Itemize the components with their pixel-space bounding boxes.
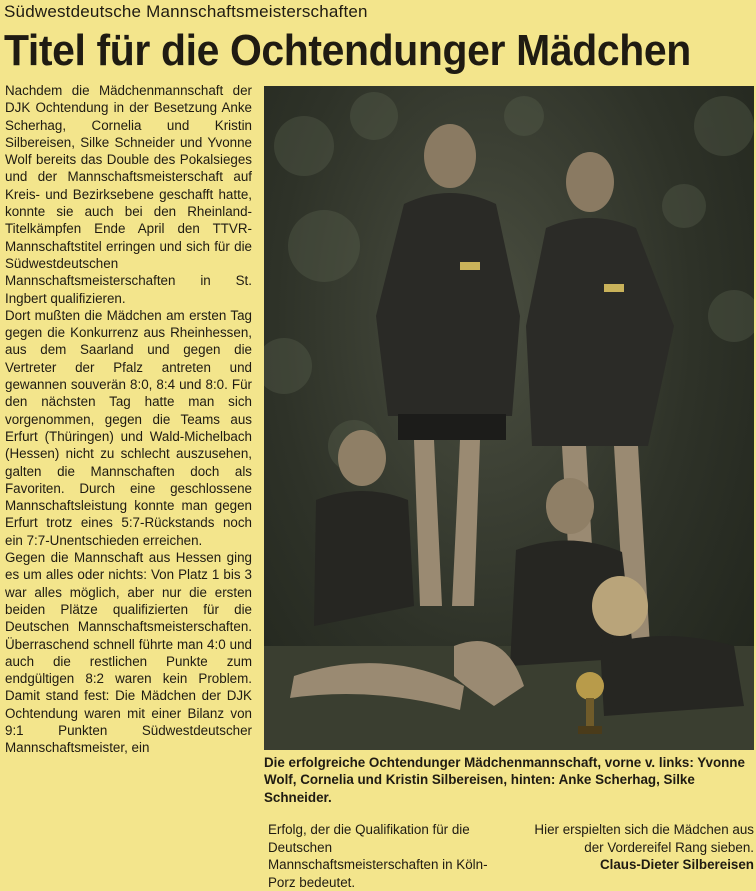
author-byline: Claus-Dieter Silbereisen xyxy=(599,857,754,872)
paragraph-2: Dort mußten die Mädchen am ersten Tag gegen die Konkurrenz aus Rheinhessen, aus dem Saarland und gegen die Vertreter der Pfalz antreten und gewannen souverän 8:0, 8:4 und 8:0. Für den nächsten Tag hatte man sich vorgenommen, gegen die Teams aus Erfurt (Thüringen) und Wald-Michelbach (Hessen) nicht zu schlecht auszusehen, galten die Mannschaften doch als Favoriten. Durch eine geschlossene Mannschaftsleistung konnte man gegen Erfurt trotz eines 5:7-Rückstands noch ein 7:7-Unentschieden erreichen. xyxy=(5,307,252,548)
team-photo xyxy=(264,86,754,750)
photo-caption: Die erfolgreiche Ochtendunger Mädchenmannschaft, vorne v. links: Yvonne Wolf, Cornelia und Kristin Silbereisen, hinten: Anke Scherhag, Silke Schneider. xyxy=(264,755,745,805)
headline: Titel für die Ochtendunger Mädchen xyxy=(4,26,691,75)
continuation-middle-column: Erfolg, der die Qualifikation für die Deutschen Mannschaftsmeisterschaften in Köln-Porz bedeutet. xyxy=(268,822,488,890)
continuation-right-column xyxy=(518,821,754,874)
team-photo-illustration xyxy=(264,86,754,750)
continuation-right-text: Hier erspielten sich die Mädchen aus der Vordereifel Rang sieben. xyxy=(534,822,754,855)
paragraph-1: Nachdem die Mädchenmannschaft der DJK Ochtendung in der Besetzung Anke Scherhag, Cornelia und Kristin Silbereisen, Silke Schneider und Yvonne Wolf bereits das Double des Pokalsieges und der Mannschaftsmeisterschaft auf Kreis- und Bezirksebene geschafft hatte, konnte sie auch bei den Rheinland-Titelkämpfen Ende April den TTVR-Mannschaftstitel erringen und sich für die Südwestdeutschen Mannschaftsmeisterschaften in St. Ingbert qualifizieren. xyxy=(5,83,252,306)
player-front-right xyxy=(592,576,744,716)
kicker: Südwestdeutsche Mannschaftsmeisterschaften xyxy=(4,2,368,21)
article-body xyxy=(5,82,252,757)
paragraph-3: Gegen die Mannschaft aus Hessen ging es um alles oder nichts: Von Platz 1 bis 3 war alles möglich, aber nur die ersten beiden Plätze qualifizierten für die Deutschen Mannschaftsmeisterschaften. Überraschend schnell führte man 4:0 und auch die restlichen Punkte zum endgültigen 8:2 waren kein Problem. Damit stand fest: Die Mädchen der DJK Ochtendung waren mit einer Bilanz von 9:1 Punkten Südwestdeutscher Mannschaftsmeister, ein xyxy=(5,550,252,756)
